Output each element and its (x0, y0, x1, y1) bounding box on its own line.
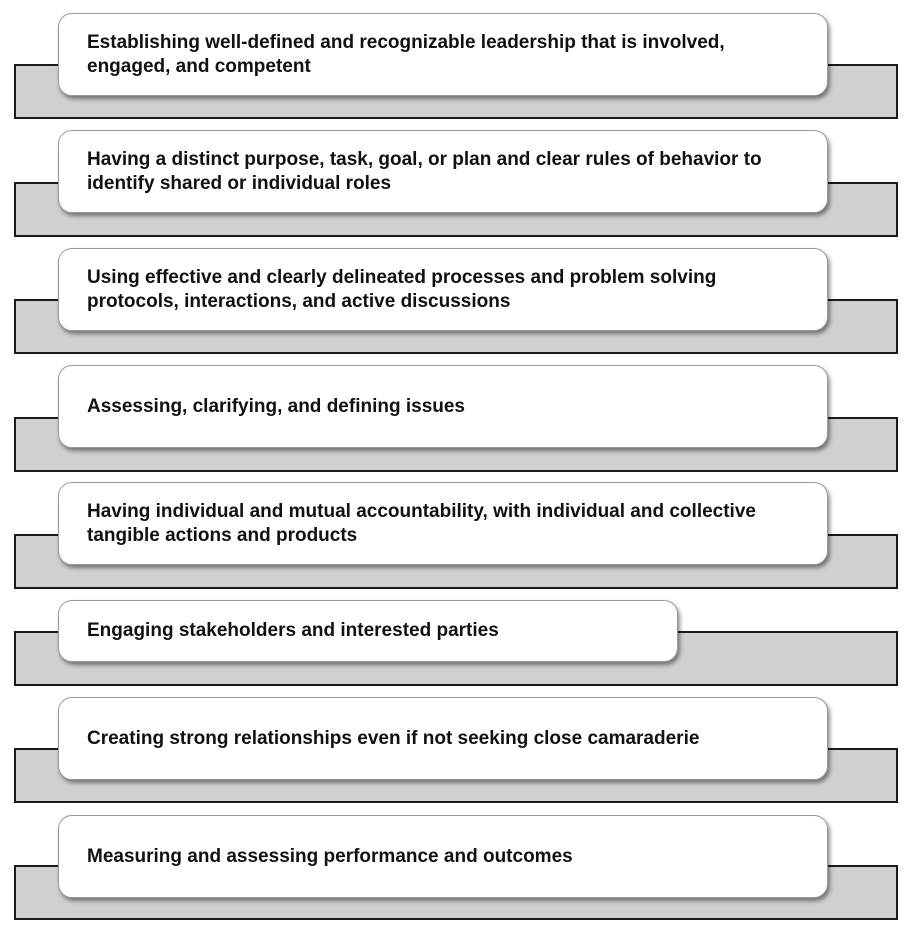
item-text: Having a distinct purpose, task, goal, or plan and clear rules of behavior to identify shared or individual roles (87, 148, 762, 194)
item-text: Engaging stakeholders and interested parties (87, 620, 499, 641)
item-card (58, 815, 828, 898)
item-card (58, 13, 828, 96)
item-text: Establishing well-defined and recognizable leadership that is involved, engaged, and competent (87, 31, 725, 77)
item-text: Measuring and assessing performance and outcomes (87, 845, 573, 867)
item-card (58, 365, 828, 448)
item-card (58, 600, 678, 662)
item-text: Assessing, clarifying, and defining issues (87, 395, 465, 417)
item-card (58, 697, 828, 780)
item-card (58, 130, 828, 213)
item-text: Creating strong relationships even if not seeking close camaraderie (87, 727, 700, 749)
item-card (58, 482, 828, 565)
item-card (58, 248, 828, 331)
item-text: Using effective and clearly delineated processes and problem solving protocols, interactions, and active discussions (87, 266, 717, 312)
item-text: Having individual and mutual accountability, with individual and collective tangible actions and products (87, 500, 756, 546)
